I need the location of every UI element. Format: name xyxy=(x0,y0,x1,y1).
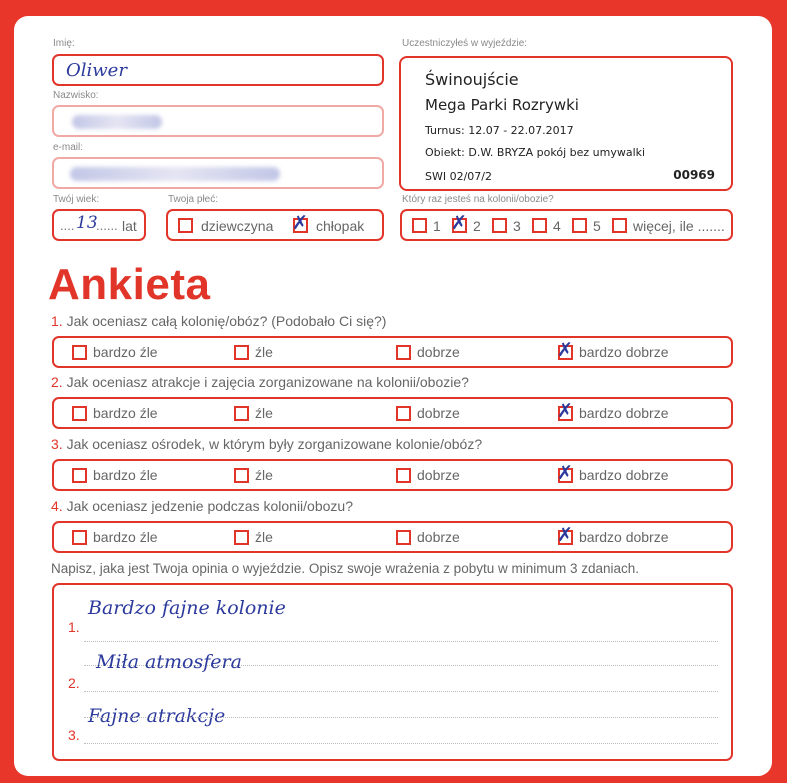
times-label: Który raz jesteś na kolonii/obozie? xyxy=(402,194,554,205)
age-dots-left: .... xyxy=(60,218,75,233)
checkbox[interactable] xyxy=(234,345,249,360)
email-redacted xyxy=(70,167,280,181)
email-label: e-mail: xyxy=(53,142,84,153)
divider xyxy=(84,717,718,718)
trip-place: Świnoujście xyxy=(425,70,519,89)
checkbox[interactable] xyxy=(72,530,87,545)
age-field[interactable] xyxy=(52,209,146,241)
trip-turnus: Turnus: 12.07 - 22.07.2017 xyxy=(425,124,574,137)
opinion-num-1: 1. xyxy=(68,619,80,635)
option-bardzo-zle[interactable] xyxy=(72,461,158,489)
times-more-checkbox[interactable] xyxy=(612,218,627,233)
divider xyxy=(84,691,718,692)
option-label: bardzo źle xyxy=(93,405,158,421)
times-2-label: 2 xyxy=(473,218,481,234)
question-text: Jak oceniasz całą kolonię/obóz? (Podobało Ci się?) xyxy=(66,313,387,329)
option-dobrze[interactable] xyxy=(396,338,460,366)
checkbox[interactable] xyxy=(557,523,573,546)
times-4-label: 4 xyxy=(553,218,561,234)
question-1 xyxy=(51,313,386,329)
answer-row-4 xyxy=(52,521,733,553)
check-mark: ✗ xyxy=(451,212,467,234)
trip-park: Mega Parki Rozrywki xyxy=(425,96,579,114)
gender-male-label: chłopak xyxy=(316,218,365,234)
question-text: Jak oceniasz ośrodek, w którym były zorganizowane kolonie/obóz? xyxy=(66,436,483,452)
option-zle[interactable] xyxy=(234,523,273,551)
checkbox[interactable] xyxy=(396,530,411,545)
surname-redacted xyxy=(72,115,162,129)
check-mark: ✗ xyxy=(557,399,573,422)
opinion-2: Miła atmosfera xyxy=(96,651,242,673)
option-label: bardzo źle xyxy=(93,467,158,483)
question-number: 4. xyxy=(51,498,63,514)
times-3-checkbox[interactable] xyxy=(492,218,507,233)
checkbox[interactable] xyxy=(72,345,87,360)
option-label: bardzo dobrze xyxy=(579,405,669,421)
opinion-num-2: 2. xyxy=(68,675,80,691)
option-label: dobrze xyxy=(417,405,460,421)
checkbox[interactable] xyxy=(72,406,87,421)
checkbox[interactable] xyxy=(234,468,249,483)
answer-row-2 xyxy=(52,397,733,429)
option-bardzo-dobrze[interactable] xyxy=(558,523,669,551)
times-field xyxy=(400,209,733,241)
age-unit: lat xyxy=(122,218,137,234)
option-label: źle xyxy=(255,529,273,545)
checkbox[interactable] xyxy=(557,338,573,361)
name-field[interactable] xyxy=(52,54,384,86)
option-zle[interactable] xyxy=(234,399,273,427)
times-2-checkbox[interactable] xyxy=(451,212,467,234)
check-mark: ✗ xyxy=(557,523,573,546)
question-number: 1. xyxy=(51,313,63,329)
times-5-checkbox[interactable] xyxy=(572,218,587,233)
option-label: źle xyxy=(255,344,273,360)
option-label: bardzo dobrze xyxy=(579,344,669,360)
times-3-label: 3 xyxy=(513,218,521,234)
opinion-box[interactable] xyxy=(52,583,733,761)
question-4 xyxy=(51,498,353,514)
option-dobrze[interactable] xyxy=(396,523,460,551)
checkbox[interactable] xyxy=(396,345,411,360)
question-3 xyxy=(51,436,482,452)
question-number: 3. xyxy=(51,436,63,452)
trip-code: SWI 02/07/2 xyxy=(425,170,493,183)
option-label: dobrze xyxy=(417,529,460,545)
option-zle[interactable] xyxy=(234,461,273,489)
trip-label: Uczestniczyłeś w wyjeździe: xyxy=(402,38,528,49)
survey-title: Ankieta xyxy=(48,260,211,309)
checkbox[interactable] xyxy=(557,399,573,422)
divider xyxy=(84,743,718,744)
email-field[interactable] xyxy=(52,157,384,189)
opinion-num-3: 3. xyxy=(68,727,80,743)
age-label: Twój wiek: xyxy=(53,194,100,205)
opinion-prompt: Napisz, jaka jest Twoja opinia o wyjeździe. Opisz swoje wrażenia z pobytu w minimum 3 zdaniach. xyxy=(51,561,640,576)
opinion-3: Fajne atrakcje xyxy=(88,705,226,727)
name-label: Imię: xyxy=(53,38,75,49)
trip-obiekt: Obiekt: D.W. BRYZA pokój bez umywalki xyxy=(425,146,646,159)
option-zle[interactable] xyxy=(234,338,273,366)
option-label: bardzo dobrze xyxy=(579,467,669,483)
checkbox[interactable] xyxy=(557,461,573,484)
opinion-1: Bardzo fajne kolonie xyxy=(88,597,286,619)
option-label: bardzo dobrze xyxy=(579,529,669,545)
option-dobrze[interactable] xyxy=(396,399,460,427)
option-label: bardzo źle xyxy=(93,344,158,360)
checkbox[interactable] xyxy=(396,468,411,483)
option-label: źle xyxy=(255,405,273,421)
check-mark: ✗ xyxy=(557,338,573,361)
age-value: 13 xyxy=(76,213,98,233)
check-mark: ✗ xyxy=(557,461,573,484)
option-label: dobrze xyxy=(417,344,460,360)
option-label: dobrze xyxy=(417,467,460,483)
name-value: Oliwer xyxy=(66,60,127,81)
option-bardzo-dobrze[interactable] xyxy=(558,399,669,427)
gender-label: Twoja płeć: xyxy=(168,194,219,205)
times-5-label: 5 xyxy=(593,218,601,234)
answer-row-3 xyxy=(52,459,733,491)
surname-field[interactable] xyxy=(52,105,384,137)
check-mark: ✗ xyxy=(292,212,308,234)
option-label: bardzo źle xyxy=(93,529,158,545)
gender-female-checkbox[interactable] xyxy=(178,218,193,233)
surname-label: Nazwisko: xyxy=(53,90,99,101)
divider xyxy=(84,641,718,642)
option-bardzo-zle[interactable] xyxy=(72,523,158,551)
option-dobrze[interactable] xyxy=(396,461,460,489)
question-2 xyxy=(51,374,469,390)
option-bardzo-dobrze[interactable] xyxy=(558,461,669,489)
gender-female-label: dziewczyna xyxy=(201,218,274,234)
question-text: Jak oceniasz atrakcje i zajęcia zorganizowane na kolonii/obozie? xyxy=(66,374,469,390)
times-more-label: więcej, ile ....... xyxy=(633,218,725,234)
question-number: 2. xyxy=(51,374,63,390)
survey-sheet xyxy=(14,16,772,776)
checkbox[interactable] xyxy=(396,406,411,421)
age-dots-right: ...... xyxy=(96,218,118,233)
trip-number: 00969 xyxy=(673,168,715,182)
option-bardzo-dobrze[interactable] xyxy=(558,338,669,366)
times-1-checkbox[interactable] xyxy=(412,218,427,233)
option-bardzo-zle[interactable] xyxy=(72,399,158,427)
option-label: źle xyxy=(255,467,273,483)
question-text: Jak oceniasz jedzenie podczas kolonii/obozu? xyxy=(66,498,353,514)
answer-row-1 xyxy=(52,336,733,368)
trip-card xyxy=(399,56,733,191)
gender-male-checkbox[interactable] xyxy=(292,212,308,234)
gender-field xyxy=(166,209,384,241)
times-1-label: 1 xyxy=(433,218,441,234)
checkbox[interactable] xyxy=(234,406,249,421)
times-4-checkbox[interactable] xyxy=(532,218,547,233)
checkbox[interactable] xyxy=(72,468,87,483)
option-bardzo-zle[interactable] xyxy=(72,338,158,366)
checkbox[interactable] xyxy=(234,530,249,545)
